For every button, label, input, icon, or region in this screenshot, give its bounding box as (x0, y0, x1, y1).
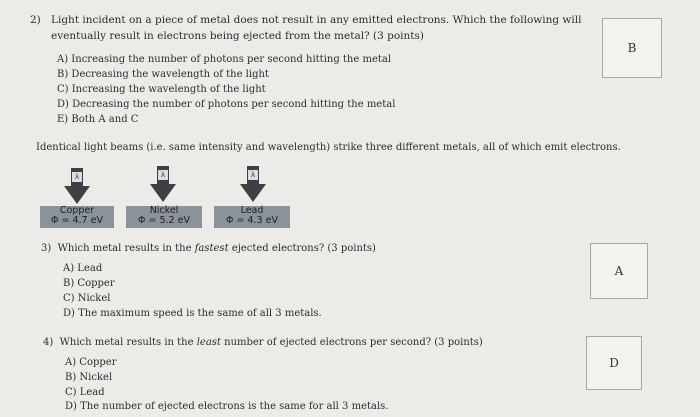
intro-text: Identical light beams (i.e. same intensity and wavelength) strike three different metals, all of which emit electrons. (36, 142, 621, 153)
metal-copper-name: Copper (59, 205, 95, 216)
q2-stem-line1 (51, 14, 582, 27)
q3-stem (41, 242, 376, 255)
q2-option-e: E) Both A and C (57, 114, 139, 125)
q4-option-b: B) Nickel (65, 372, 113, 383)
metal-lead-name: Lead (240, 205, 264, 216)
q4-option-c: C) Lead (65, 387, 105, 398)
metal-nickel-work-function: Φ = 5.2 eV (138, 215, 190, 226)
q3-answer-box[interactable] (590, 243, 648, 299)
q4-stem-a: Which metal results in the (59, 337, 194, 348)
q2-answer-box[interactable] (602, 18, 662, 78)
q3-number: 3) (41, 243, 52, 254)
q4-number: 4) (43, 337, 54, 348)
q3-stem-a: Which metal results in the (57, 243, 192, 254)
q2-stem-text: Light incident on a piece of metal does not result in any emitted electrons. Which the following will (51, 14, 582, 26)
q3-option-c: C) Nickel (63, 293, 111, 304)
q3-option-a: A) Lead (63, 263, 103, 274)
q2-answer: B (627, 41, 637, 55)
q2-option-c: C) Increasing the wavelength of the light (57, 84, 266, 95)
q3-stem-emphasis: fastest (194, 243, 229, 254)
q2-option-d: D) Decreasing the number of photons per second hitting the metal (57, 99, 396, 110)
q2-option-a: A) Increasing the number of photons per second hitting the metal (57, 54, 392, 65)
q3-stem-b: ejected electrons? (3 points) (231, 243, 376, 254)
metal-copper-work-function: Φ = 4.7 eV (51, 215, 103, 226)
q4-stem-b: number of ejected electrons per second? (3 points) (224, 337, 483, 348)
q2-option-b: B) Decreasing the wavelength of the light (57, 69, 269, 80)
q4-answer-box[interactable] (586, 336, 642, 390)
metal-nickel (126, 206, 202, 228)
q4-answer: D (609, 356, 619, 370)
q2-number: 2) (30, 14, 41, 26)
q4-option-a: A) Copper (65, 357, 117, 368)
q4-stem (43, 336, 483, 349)
q4-stem-emphasis: least (196, 337, 221, 348)
lambda-label-lead: λ (248, 170, 258, 180)
q2-stem-line2: eventually result in electrons being ejected from the metal? (3 points) (51, 30, 425, 42)
lambda-label-copper: λ (72, 172, 82, 182)
q4-option-d: D) The number of ejected electrons is the same for all 3 metals. (65, 401, 389, 412)
q3-option-b: B) Copper (63, 278, 115, 289)
metal-lead-work-function: Φ = 4.3 eV (226, 215, 278, 226)
metal-lead (214, 206, 290, 228)
q3-answer: A (614, 264, 624, 278)
metal-nickel-name: Nickel (149, 205, 179, 216)
lambda-label-nickel: λ (158, 170, 168, 180)
metal-copper (40, 206, 114, 228)
q3-option-d: D) The maximum speed is the same of all 3 metals. (63, 308, 322, 319)
